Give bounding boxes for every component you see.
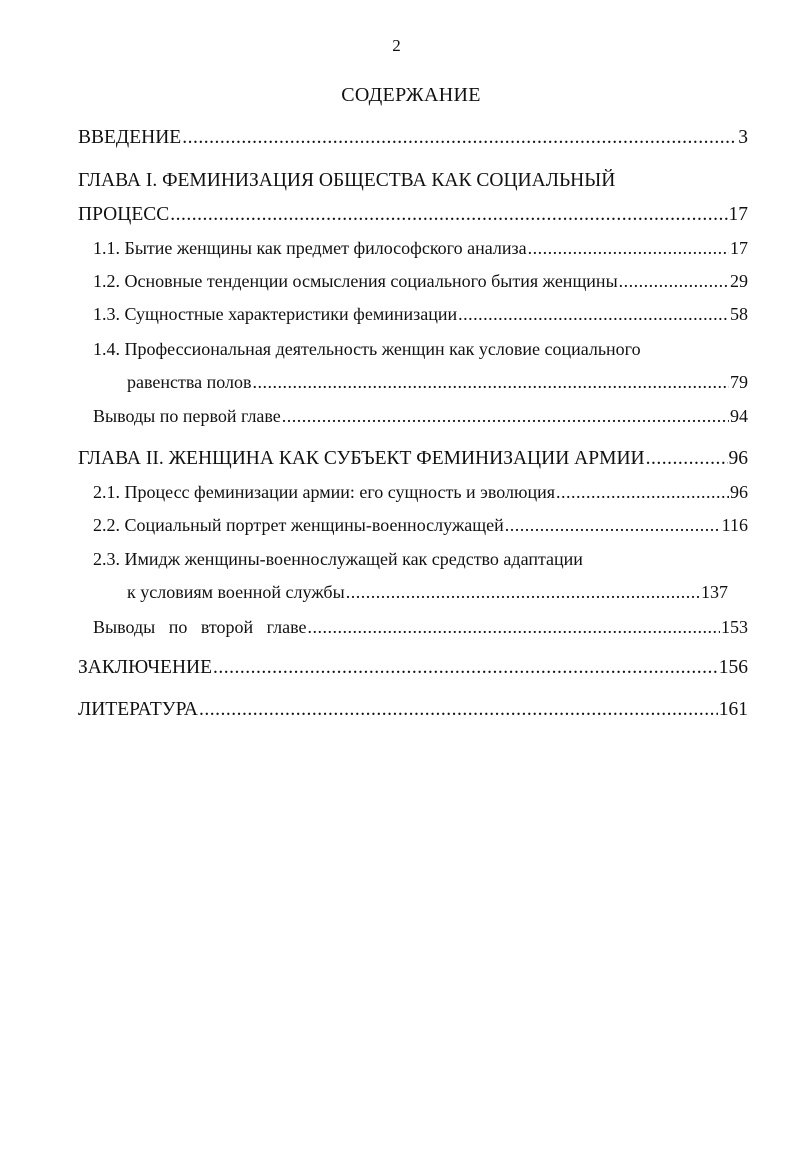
toc-entry-section-1-4[interactable] — [127, 373, 748, 391]
toc-entry-intro[interactable] — [78, 128, 748, 148]
toc-entry-page: 17 — [728, 204, 748, 225]
toc-entry-page: 58 — [730, 304, 748, 324]
toc-entry-section-1-2[interactable] — [93, 272, 748, 290]
toc-entry-page: 96 — [730, 482, 748, 502]
toc-entry-chapter2[interactable] — [78, 449, 748, 469]
toc-entry-page: 156 — [718, 657, 748, 678]
page-number: 2 — [392, 36, 401, 55]
leader-dots — [307, 618, 720, 636]
leader-dots — [170, 205, 727, 225]
toc-entry-section-2-3[interactable] — [127, 583, 728, 601]
toc-entry-label: Выводы по второй главе — [93, 617, 307, 637]
toc-entry-label: Выводы по первой главе — [93, 406, 281, 426]
toc-entry-label: ВВЕДЕНИЕ — [78, 127, 182, 148]
toc-entry-label: 2.1. Процесс феминизации армии: его сущность и эволюция — [93, 482, 556, 502]
toc-entry-page: 79 — [730, 372, 748, 392]
leader-dots — [646, 449, 728, 469]
toc-entry-literature[interactable] — [78, 700, 748, 720]
toc-entry-label: 2.2. Социальный портрет женщины-военнослужащей — [93, 515, 504, 535]
toc-entry-label: 1.3. Сущностные характеристики феминизации — [93, 304, 458, 324]
leader-dots — [282, 407, 729, 425]
leader-dots — [253, 373, 730, 391]
toc-entry-page: 137 — [701, 582, 728, 602]
leader-dots — [213, 658, 718, 678]
toc-entry-label: к условиям военной службы — [127, 582, 345, 602]
toc-entry-label: ЛИТЕРАТУРА — [78, 699, 198, 720]
toc-entry-page: 29 — [730, 271, 748, 291]
toc-entry-section-2-1[interactable] — [93, 483, 748, 501]
toc-entry-label: равенства полов — [127, 372, 252, 392]
toc-heading: СОДЕРЖАНИЕ — [341, 84, 481, 106]
toc-entry-section-1-4-line1[interactable]: 1.4. Профессиональная деятельность женщин как условие социального — [93, 339, 641, 359]
leader-dots — [199, 700, 718, 720]
toc-entry-conclusion[interactable] — [78, 658, 748, 678]
toc-entry-section-2-3-line1[interactable]: 2.3. Имидж женщины-военнослужащей как средство адаптации — [93, 549, 583, 569]
leader-dots — [619, 272, 729, 290]
toc-entry-label: ГЛАВА II. ЖЕНЩИНА КАК СУБЪЕКТ ФЕМИНИЗАЦИИ АРМИИ — [78, 448, 645, 469]
toc-entry-section-1-1[interactable] — [93, 239, 748, 257]
toc-entry-page: 153 — [721, 617, 748, 637]
toc-chapter1-title[interactable]: ГЛАВА I. ФЕМИНИЗАЦИЯ ОБЩЕСТВА КАК СОЦИАЛЬНЫЙ — [78, 170, 616, 191]
toc-entry-label: 1.1. Бытие женщины как предмет философского анализа — [93, 238, 527, 258]
toc-entry-section-2-2[interactable] — [93, 516, 748, 534]
toc-entry-page: 96 — [728, 448, 748, 469]
leader-dots — [505, 516, 721, 534]
leader-dots — [182, 128, 737, 148]
toc-entry-summary-1[interactable] — [93, 407, 748, 425]
toc-entry-section-1-3[interactable] — [93, 305, 748, 323]
leader-dots — [458, 305, 729, 323]
toc-entry-label: ЗАКЛЮЧЕНИЕ — [78, 657, 213, 678]
leader-dots — [556, 483, 729, 501]
toc-entry-label: ПРОЦЕСС — [78, 204, 170, 225]
toc-entry-page: 161 — [718, 699, 748, 720]
toc-entry-page: 3 — [738, 127, 748, 148]
toc-entry-page: 17 — [730, 238, 748, 258]
toc-entry-summary-2[interactable] — [93, 618, 748, 636]
toc-entry-page: 94 — [730, 406, 748, 426]
toc-entry-label: 1.2. Основные тенденции осмысления социального бытия женщины — [93, 271, 618, 291]
toc-entry-page: 116 — [721, 515, 748, 535]
leader-dots — [346, 583, 700, 601]
toc-entry-chapter1[interactable] — [78, 205, 748, 225]
leader-dots — [528, 239, 729, 257]
